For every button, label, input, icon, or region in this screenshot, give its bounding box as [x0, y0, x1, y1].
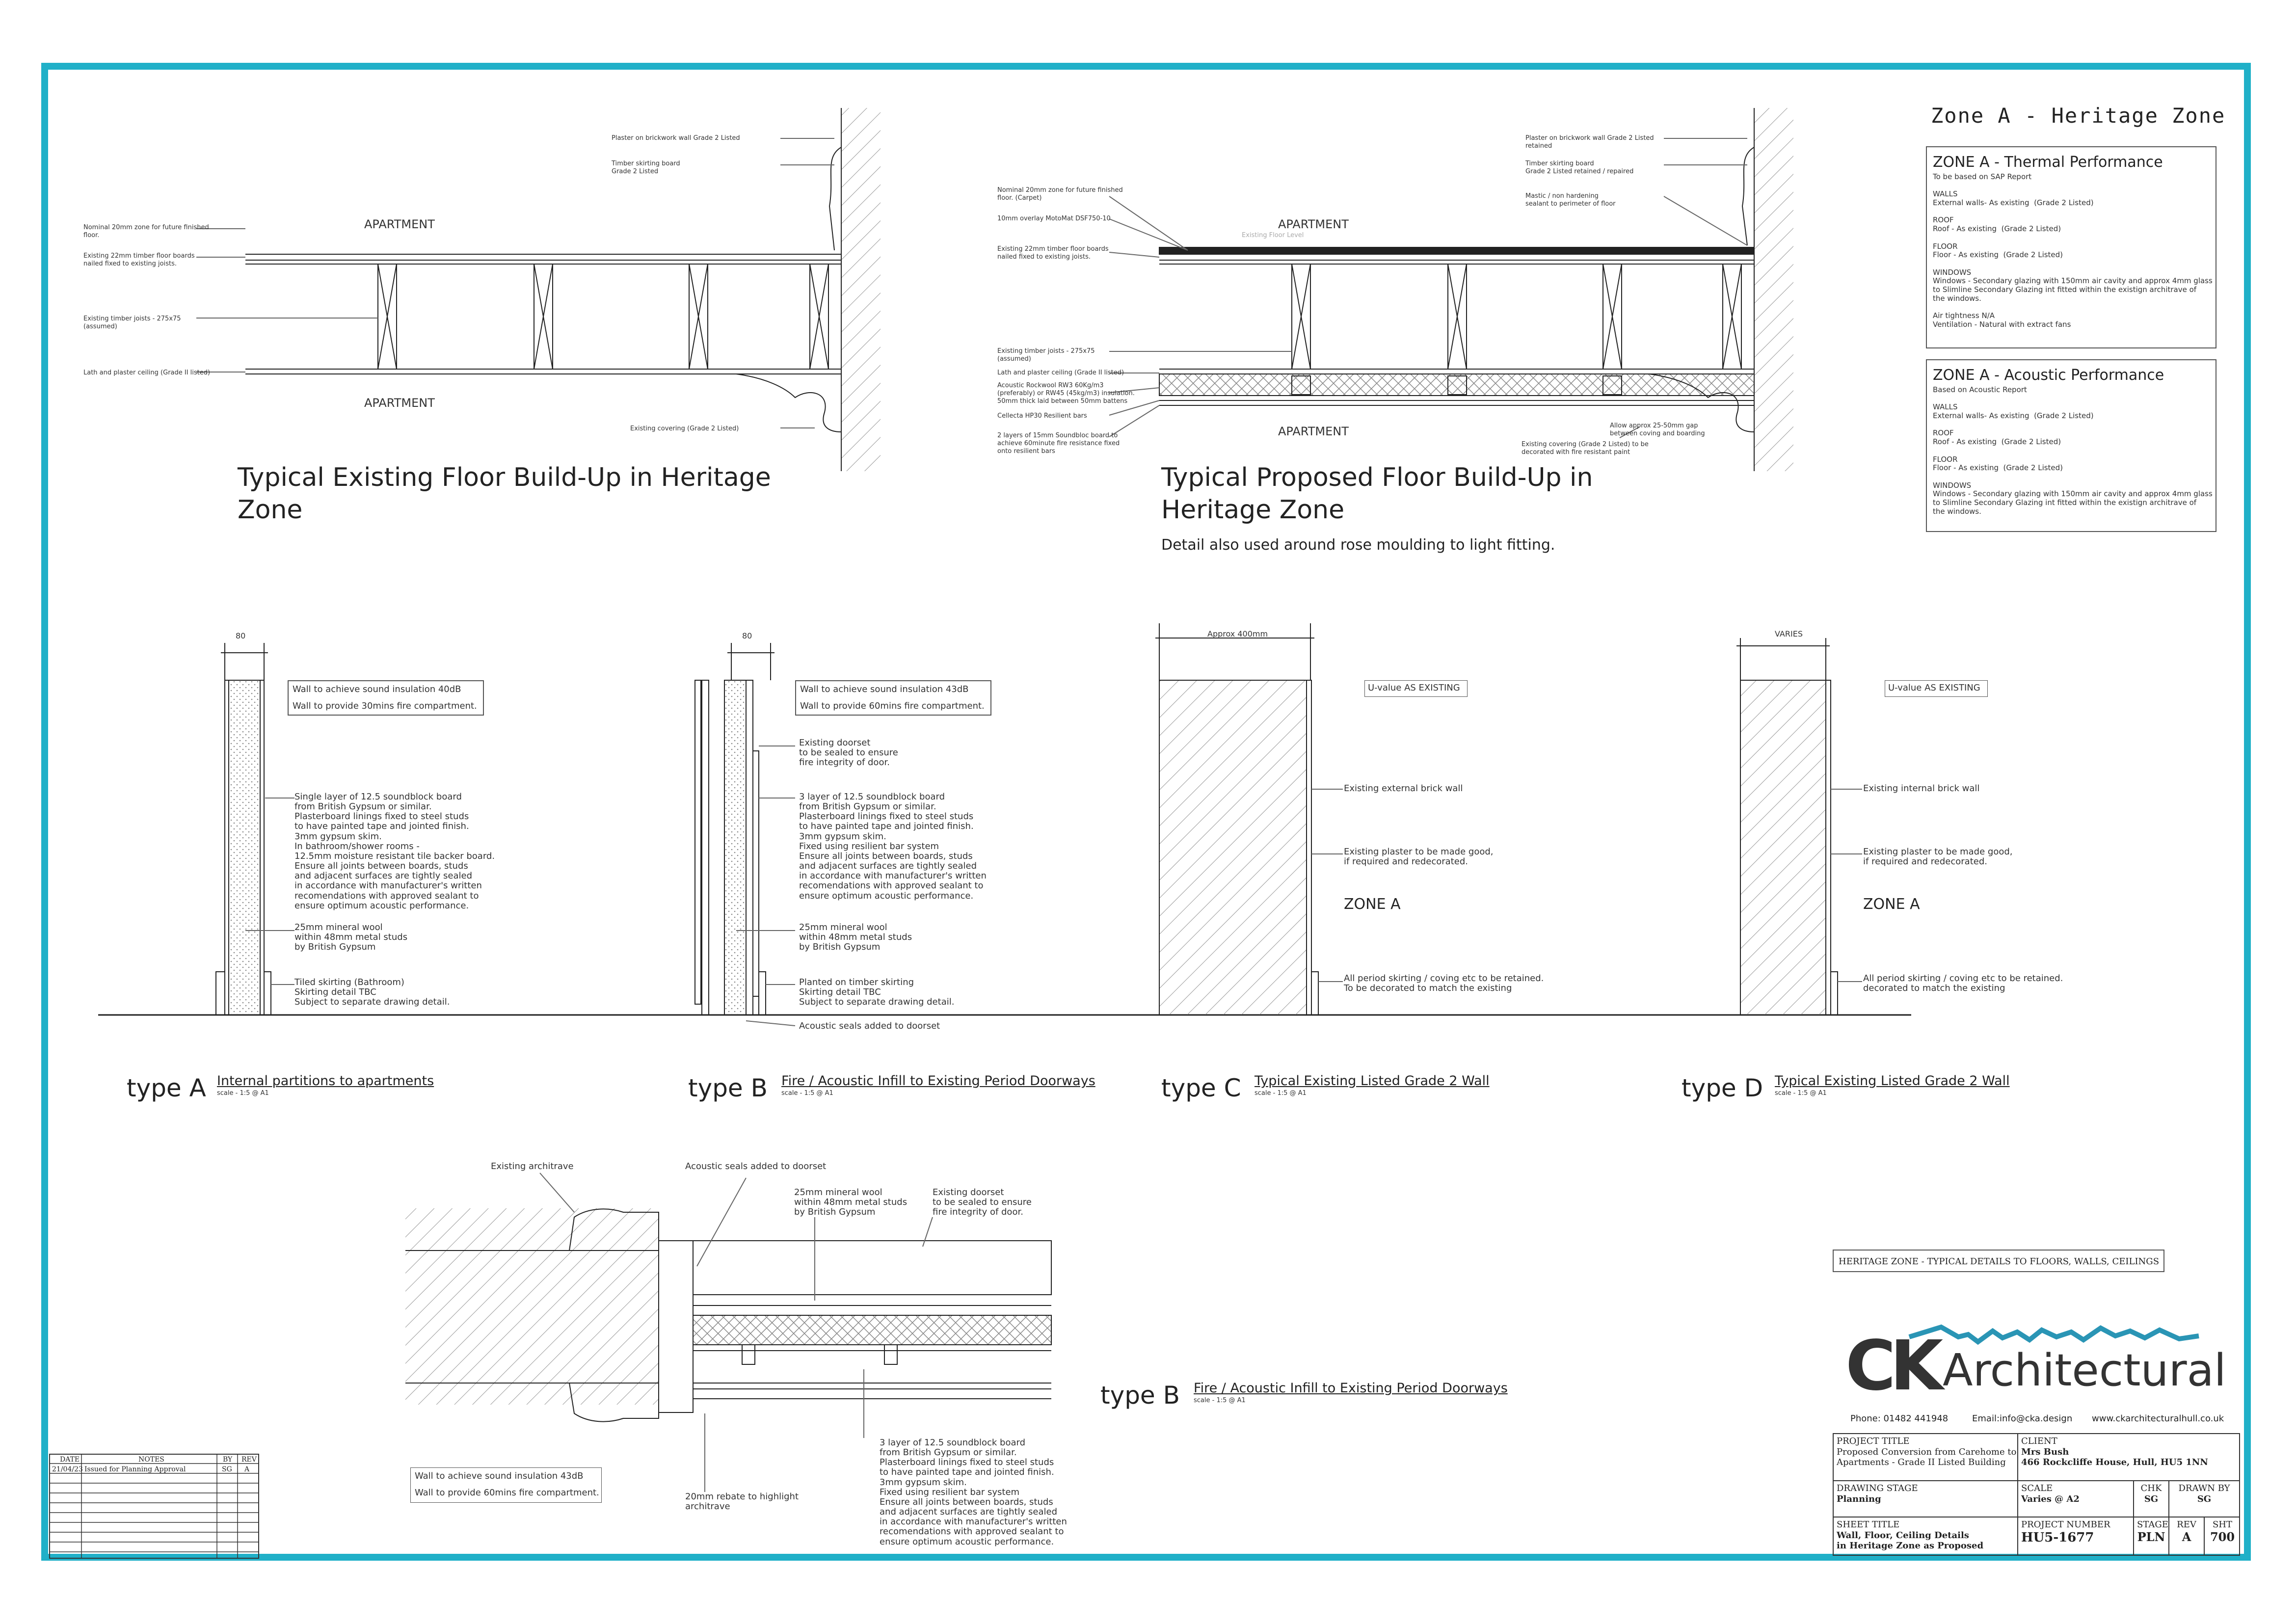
type-b-scale: scale - 1:5 @ A1 — [781, 1090, 833, 1097]
existing-note-skirting-1: Timber skirting board — [612, 160, 680, 167]
tb-sheet-title-value: Wall, Floor, Ceiling Details in Heritage Zone as Proposed — [1837, 1530, 1984, 1551]
sheet-heading: HERITAGE ZONE - TYPICAL DETAILS TO FLOORS, WALLS, CEILINGS — [1839, 1256, 2160, 1267]
plan-type-scale: scale - 1:5 @ A1 — [1194, 1397, 1246, 1404]
tb-project-number — [2018, 1518, 2134, 1556]
type-a-spec-fire: Wall to provide 30mins fire compartment. — [293, 701, 477, 711]
proposed-note-rockwool-1: Acoustic Rockwool RW3 60Kg/m3 — [997, 382, 1104, 389]
tb-chk-value: SG — [2144, 1493, 2159, 1504]
proposed-note-plaster-2: retained — [1525, 142, 1552, 150]
tb-sheet-label: SHT — [2212, 1519, 2233, 1530]
company-name: Architectural — [1943, 1345, 2226, 1396]
type-d-dimension: VARIES — [1775, 629, 1803, 639]
plan-note-doorset: Existing doorset to be sealed to ensure fire integrity of door. — [933, 1187, 1032, 1218]
tb-project-title — [1834, 1434, 2018, 1481]
type-b-note-skirting: Planted on timber skirting Skirting detail TBC Subject to separate drawing detail. — [799, 977, 955, 1008]
type-a-spec-box — [288, 680, 484, 716]
revision-row-by: SG — [222, 1465, 232, 1473]
type-b-note-wool: 25mm mineral wool within 48mm metal studs by British Gypsum — [799, 922, 912, 953]
proposed-note-plaster-1: Plaster on brickwork wall Grade 2 Listed — [1525, 134, 1654, 142]
type-a-note-skirting: Tiled skirting (Bathroom) Skirting detail TBC Subject to separate drawing detail. — [294, 977, 450, 1008]
type-c-note-wall: Existing external brick wall — [1344, 783, 1463, 794]
tb-stage-label: DRAWING STAGE — [1837, 1483, 1918, 1493]
plan-spec-fire: Wall to provide 60mins fire compartment. — [415, 1488, 599, 1498]
existing-floor-section — [196, 108, 881, 471]
type-d-label: type D — [1682, 1074, 1763, 1102]
type-c-name: Typical Existing Listed Grade 2 Wall — [1255, 1073, 1490, 1089]
type-c-dimension: Approx 400mm — [1207, 629, 1268, 639]
existing-note-skirting-2: Grade 2 Listed — [612, 168, 659, 175]
existing-floor-title-2: Zone — [238, 495, 303, 525]
type-d-note-wall: Existing internal brick wall — [1863, 783, 1980, 794]
tb-project-number-label: PROJECT NUMBER — [2021, 1519, 2110, 1530]
proposed-apartment-bottom: APARTMENT — [1278, 425, 1349, 438]
plan-note-architrave: Existing architrave — [491, 1161, 574, 1171]
existing-note-zone-2: floor. — [83, 232, 100, 239]
acoustic-text: Based on Acoustic Report WALLS External walls- As existing (Grade 2 Listed) ROOF Roof - As existing (Grade 2 Listed) FLOOR Floor - As existing (Grade 2 Listed) WINDOWS Windows - Secondary glazing with 150mm air cavity and approx 4mm glass to Slimline Secondary Glazing int fitted within the existign architrave of the windows. — [1933, 385, 2213, 516]
tb-scale — [2018, 1481, 2134, 1518]
type-b-label: type B — [688, 1074, 768, 1102]
existing-note-joists-1: Existing timber joists - 275x75 — [83, 315, 181, 322]
type-a-spec-sound: Wall to achieve sound insulation 40dB — [293, 684, 461, 694]
proposed-floor-title-1: Typical Proposed Floor Build-Up in — [1161, 463, 1593, 492]
type-d-uvalue: U-value AS EXISTING — [1888, 683, 1980, 693]
type-b-note-doorset: Existing doorset to be sealed to ensure fire integrity of door. — [799, 738, 898, 768]
plan-spec-sound: Wall to achieve sound insulation 43dB — [415, 1471, 584, 1481]
tb-stage — [1834, 1481, 2018, 1518]
thermal-title: ZONE A - Thermal Performance — [1933, 154, 2163, 171]
tb-rev-value: A — [2182, 1529, 2191, 1544]
logo-letters: CK — [1845, 1326, 1938, 1406]
tb-sheet — [2205, 1518, 2240, 1556]
type-d-note-plaster: Existing plaster to be made good, if required and redecorated. — [1863, 847, 2013, 867]
tb-client-value: Mrs Bush 466 Rockcliffe House, Hull, HU5 1NN — [2021, 1446, 2208, 1468]
type-c-scale: scale - 1:5 @ A1 — [1255, 1090, 1307, 1097]
acoustic-title: ZONE A - Acoustic Performance — [1933, 367, 2164, 384]
tb-stage-value: Planning — [1837, 1493, 1881, 1504]
type-b-note-seals: Acoustic seals added to doorset — [799, 1021, 940, 1031]
tb-drawn-value: SG — [2197, 1493, 2212, 1504]
company-email: Email:info@cka.design — [1972, 1413, 2073, 1424]
existing-apartment-bottom: APARTMENT — [364, 396, 435, 410]
type-b-name: Fire / Acoustic Infill to Existing Period Doorways — [781, 1073, 1095, 1089]
tb-stage-short-value: PLN — [2137, 1529, 2165, 1544]
existing-note-coving: Existing covering (Grade 2 Listed) — [630, 425, 739, 432]
revision-header-notes: NOTES — [138, 1456, 164, 1464]
type-d-zone: ZONE A — [1863, 896, 1920, 913]
type-c-label: type C — [1161, 1074, 1241, 1102]
tb-rev-label: REV — [2177, 1519, 2196, 1530]
type-d-uvalue-box — [1885, 680, 1988, 697]
plan-type-name: Fire / Acoustic Infill to Existing Period Doorways — [1194, 1381, 1508, 1396]
existing-floor-title-1: Typical Existing Floor Build-Up in Heritage — [238, 463, 771, 492]
plan-note-rebate: 20mm rebate to highlight architrave — [685, 1491, 799, 1512]
tb-stage-short — [2134, 1518, 2169, 1556]
tb-project-title-value: Proposed Conversion from Carehome to Apartments - Grade II Listed Building — [1837, 1446, 2017, 1468]
type-c-note-plaster: Existing plaster to be made good, if required and redecorated. — [1344, 847, 1494, 867]
tb-project-title-label: PROJECT TITLE — [1837, 1436, 1910, 1446]
existing-note-zone-1: Nominal 20mm zone for future finished — [83, 224, 209, 231]
tb-scale-value: Varies @ A2 — [2021, 1493, 2080, 1504]
proposed-note-skirting-1: Timber skirting board — [1525, 160, 1594, 167]
proposed-note-boards-2: nailed fixed to existing joists. — [997, 253, 1091, 261]
proposed-note-coving-2: decorated with fire resistant paint — [1522, 449, 1630, 456]
proposed-floor-subtitle: Detail also used around rose moulding to light fitting. — [1161, 536, 1555, 554]
existing-note-plaster: Plaster on brickwork wall Grade 2 Listed — [612, 134, 740, 142]
proposed-note-ceiling: Lath and plaster ceiling (Grade II listed) — [997, 369, 1124, 376]
tb-drawn-label: DRAWN BY — [2178, 1483, 2230, 1493]
proposed-note-gap-1: Allow approx 25-50mm gap — [1610, 422, 1698, 429]
proposed-apartment-top: APARTMENT — [1278, 217, 1349, 231]
type-a-dimension: 80 — [236, 631, 246, 640]
proposed-note-boards-1: Existing 22mm timber floor boards — [997, 245, 1109, 253]
proposed-floor-level: Existing Floor Level — [1242, 232, 1304, 239]
type-c-uvalue-box — [1364, 680, 1468, 697]
tb-sheet-title — [1834, 1518, 2018, 1556]
type-a-note-wool: 25mm mineral wool within 48mm metal studs by British Gypsum — [294, 922, 408, 953]
plan-spec-box — [410, 1467, 602, 1503]
proposed-note-joists-1: Existing timber joists - 275x75 — [997, 347, 1095, 355]
tb-drawn — [2169, 1481, 2240, 1518]
type-b-note-boards: 3 layer of 12.5 soundblock board from British Gypsum or similar. Plasterboard linings fixed to steel studs to have painted tape and jointed finish. 3mm gypsum skim. Fixed using resilient bar system Ensure all joints between boards, studs and adjacent surfaces are tightly sealed in accordance with manufacturer's written recomendations with approved sealant to ensure optimum acoustic performance. — [799, 792, 987, 901]
tb-scale-label: SCALE — [2021, 1483, 2053, 1493]
proposed-note-sb-3: onto resilient bars — [997, 448, 1055, 455]
type-d-wall — [1736, 638, 1862, 1015]
plan-note-seals: Acoustic seals added to doorset — [685, 1161, 827, 1171]
proposed-note-overlay: 10mm overlay MotoMat DSF750-10 — [997, 215, 1111, 222]
tb-sheet-value: 700 — [2210, 1529, 2235, 1544]
existing-note-boards-1: Existing 22mm timber floor boards — [83, 252, 195, 260]
zone-panel-heading: Zone A - Heritage Zone — [1931, 104, 2226, 128]
proposed-note-skirting-2: Grade 2 Listed retained / repaired — [1525, 168, 1634, 175]
type-a-name: Internal partitions to apartments — [217, 1073, 434, 1089]
proposed-note-sb-2: achieve 60minute fire resistance fixed — [997, 440, 1120, 447]
revision-row-rev: A — [244, 1465, 250, 1473]
tb-project-number-value: HU5-1677 — [2021, 1530, 2094, 1545]
proposed-floor-title-2: Heritage Zone — [1161, 495, 1345, 525]
plan-note-wool: 25mm mineral wool within 48mm metal studs by British Gypsum — [794, 1187, 908, 1218]
type-b-spec-fire: Wall to provide 60mins fire compartment. — [800, 701, 985, 711]
type-a-label: type A — [127, 1074, 206, 1102]
tb-chk-label: CHK — [2140, 1483, 2162, 1493]
tb-client-label: CLIENT — [2021, 1436, 2057, 1446]
proposed-note-zone-2: floor. (Carpet) — [997, 194, 1042, 202]
proposed-note-rockwool-3: 50mm thick laid between 50mm battens — [997, 398, 1128, 405]
proposed-note-mastic-1: Mastic / non hardening — [1525, 192, 1599, 200]
company-web: www.ckarchitecturalhull.co.uk — [2092, 1413, 2224, 1424]
revision-row-date: 21/04/23 — [52, 1465, 83, 1473]
revision-table — [49, 1454, 259, 1559]
sheet-heading-box — [1833, 1250, 2164, 1272]
type-b-spec-sound: Wall to achieve sound insulation 43dB — [800, 684, 969, 694]
type-c-wall — [1155, 623, 1343, 1015]
company-phone: Phone: 01482 441948 — [1850, 1413, 1949, 1424]
thermal-text: To be based on SAP Report WALLS External walls- As existing (Grade 2 Listed) ROOF Roof - As existing (Grade 2 Listed) FLOOR Floor - As existing (Grade 2 Listed) WINDOWS Windows - Secondary glazing with 150mm air cavity and approx 4mm glass to Slimline Secondary Glazing int fitted within the existign architrave of the windows. Air tightness N/A Ventilation - Natural with extract fans — [1933, 172, 2213, 329]
type-b-wall — [695, 643, 795, 1026]
proposed-note-zone-1: Nominal 20mm zone for future finished — [997, 186, 1123, 194]
existing-note-joists-2: (assumed) — [83, 323, 117, 330]
revision-header-by: BY — [223, 1456, 233, 1464]
thermal-performance-box — [1926, 146, 2216, 348]
type-d-name: Typical Existing Listed Grade 2 Wall — [1775, 1073, 2010, 1089]
proposed-note-gap-2: between coving and boarding — [1610, 430, 1705, 437]
company-logo — [1836, 1307, 2236, 1406]
acoustic-performance-box — [1926, 359, 2216, 532]
tb-rev — [2169, 1518, 2205, 1556]
type-c-zone: ZONE A — [1344, 896, 1401, 913]
proposed-note-coving-1: Existing covering (Grade 2 Listed) to be — [1522, 441, 1649, 448]
tb-stage-short-label: STAGE — [2137, 1519, 2168, 1530]
proposed-note-bars: Cellecta HP30 Resilient bars — [997, 412, 1087, 420]
proposed-note-rockwool-2: (preferably) or RW45 (45kg/m3) insulation. — [997, 390, 1135, 397]
type-d-scale: scale - 1:5 @ A1 — [1775, 1090, 1827, 1097]
type-c-uvalue: U-value AS EXISTING — [1368, 683, 1460, 693]
existing-note-ceiling: Lath and plaster ceiling (Grade II listed) — [83, 369, 211, 376]
existing-apartment-top: APARTMENT — [364, 217, 435, 231]
type-b-spec-box — [795, 680, 991, 716]
type-a-scale: scale - 1:5 @ A1 — [217, 1090, 269, 1097]
tb-chk — [2134, 1481, 2169, 1518]
plan-note-layers: 3 layer of 12.5 soundblock board from British Gypsum or similar. Plasterboard linings fixed to steel studs to have painted tape and jointed finish. 3mm gypsum skim. Fixed using resilient bar system Ensure all joints between boards, studs and adjacent surfaces are tightly sealed in accordance with manufacturer's written recomendations with approved sealant to ensure optimum acoustic performance. — [880, 1438, 1067, 1547]
type-c-note-skirting: All period skirting / coving etc to be retained. To be decorated to match the existing — [1344, 973, 1544, 994]
type-b-dimension: 80 — [742, 631, 752, 640]
plan-type-label: type B — [1100, 1381, 1180, 1410]
revision-header-date: DATE — [60, 1456, 80, 1464]
tb-client — [2018, 1434, 2240, 1481]
proposed-note-sb-1: 2 layers of 15mm Soundbloc board to — [997, 432, 1118, 439]
tb-sheet-title-label: SHEET TITLE — [1837, 1519, 1900, 1530]
type-a-note-boards: Single layer of 12.5 soundblock board from British Gypsum or similar. Plasterboard linings fixed to steel studs to have painted tape and jointed finish. 3mm gypsum skim. In bathroom/shower rooms - 12.5mm moisture resistant tile backer board. Ensure all joints between boards, studs and adjacent surfaces are tightly sealed in accordance with manufacturer's written recomendations with approved sealant to ensure optimum acoustic performance. — [294, 792, 495, 911]
type-d-note-skirting: All period skirting / coving etc to be retained. decorated to match the existing — [1863, 973, 2063, 994]
proposed-floor-section — [1109, 108, 1793, 471]
title-block — [1833, 1433, 2240, 1556]
revision-row-notes: Issued for Planning Approval — [84, 1465, 186, 1473]
revision-header-rev: REV — [241, 1456, 257, 1464]
existing-note-boards-2: nailed fixed to existing joists. — [83, 260, 177, 267]
proposed-note-joists-2: (assumed) — [997, 355, 1031, 363]
proposed-note-mastic-2: sealant to perimeter of floor — [1525, 200, 1616, 208]
